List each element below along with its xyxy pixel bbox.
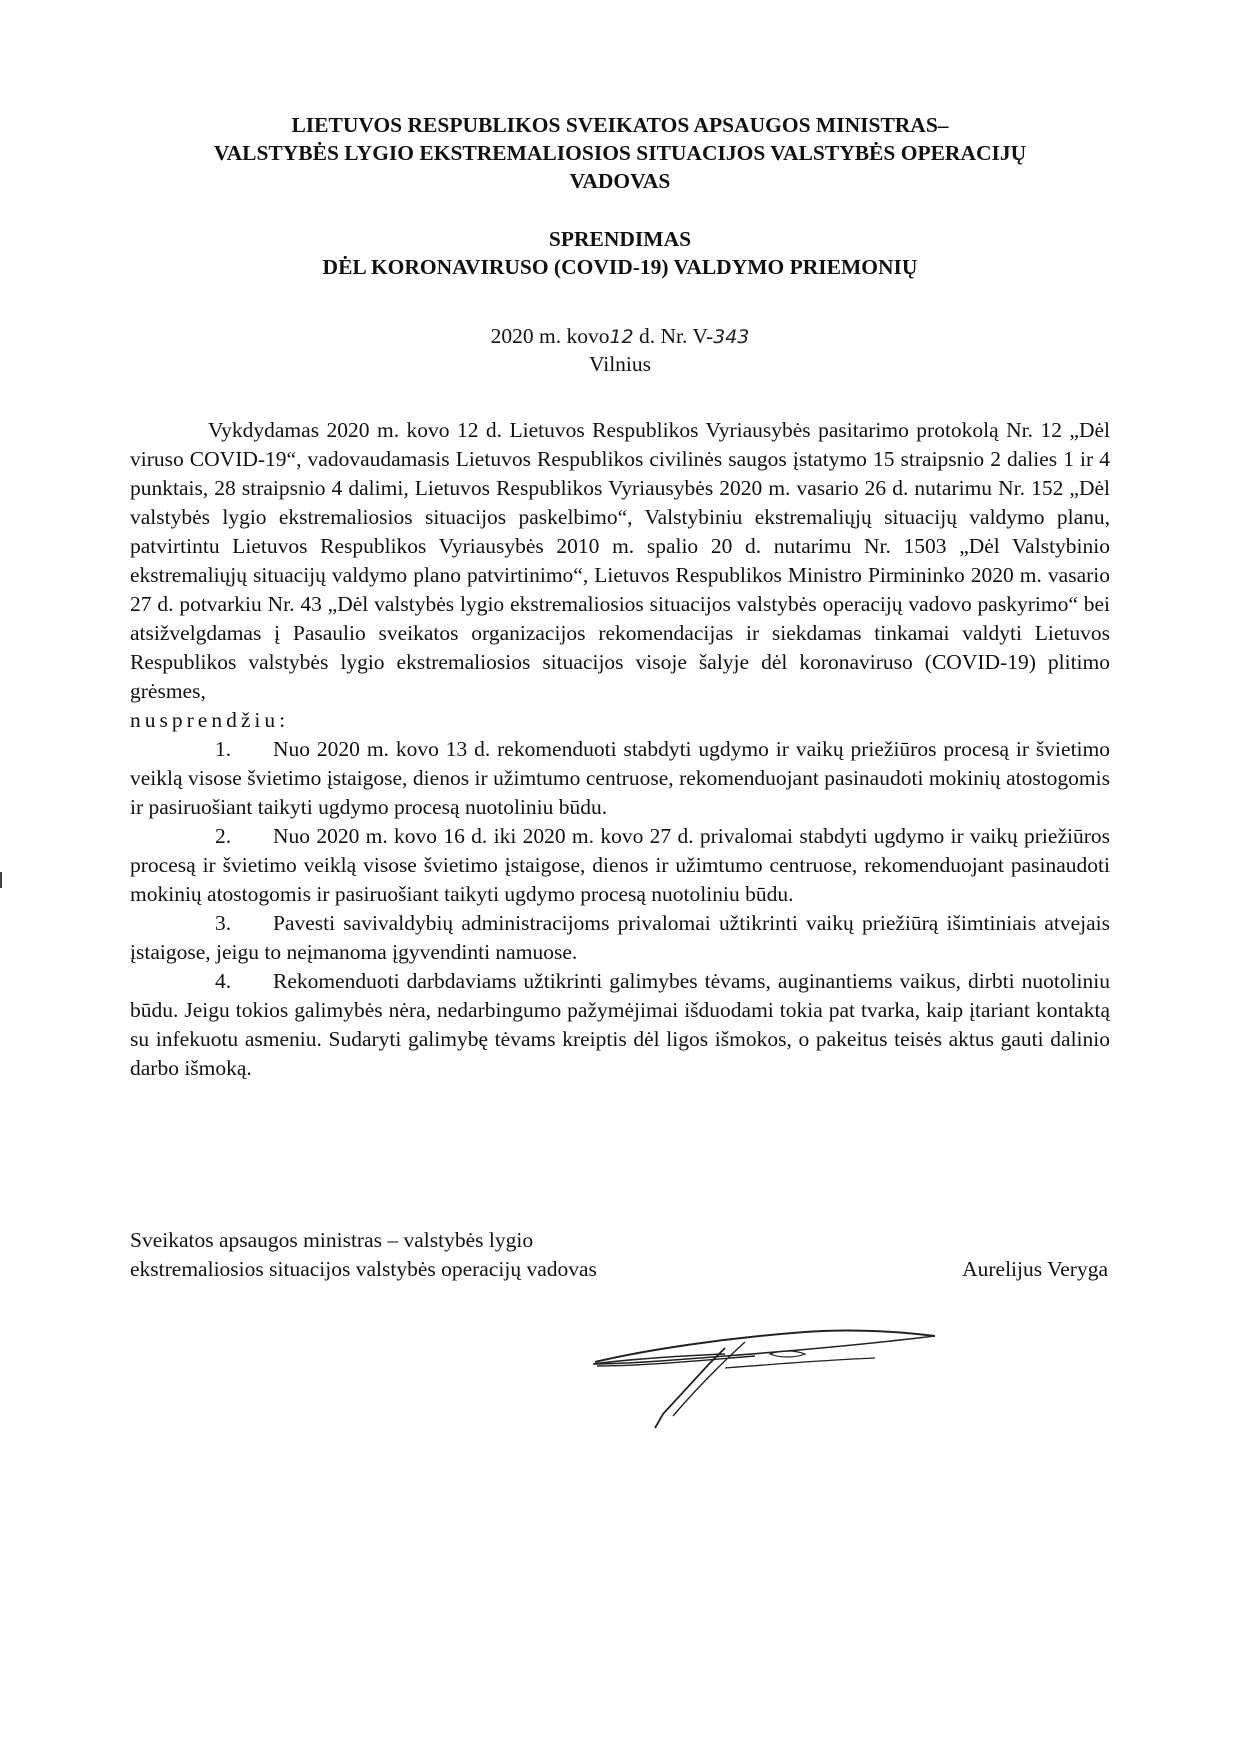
preamble: Vykdydamas 2020 m. kovo 12 d. Lietuvos Respublikos Vyriausybės pasitarimo protokolą Nr. 12 „Dėl viruso COVID-19“, vadovaudamasis Lietuvos Respublikos civilinės saugos įstatymo 15 straipsnio 2 dalies 1 ir 4 punktais, 28 straipsnio 4 dalimi, Lietuvos Respublikos Vyriausybės 2020 m. vasario 26 d. nutarimu Nr. 152 „Dėl valstybės lygio ekstremaliosios situacijos paskelbimo“, Valstybiniu ekstremaliųjų situacijų valdymo planu, patvirtintu Lietuvos Respublikos Vyriausybės 2010 m. spalio 20 d. nutarimu Nr. 1503 „Dėl Valstybinio ekstremaliųjų situacijų valdymo plano patvirtinimo“, Lietuvos Respublikos Ministro Pirmininko 2020 m. vasario 27 d. potvarkiu Nr. 43 „Dėl valstybės lygio ekstremaliosios situacijos valstybės operacijų vadovo paskyrimo“ bei atsižvelgdamas į Pasaulio sveikatos organizacijos rekomendacijas ir siekdamas tinkamai valdyti Lietuvos Respublikos valstybės lygio ekstremaliosios situacijos visoje šalyje dėl koronaviruso (COVID-19) plitimo grėsmes, <box>130 418 1110 703</box>
issuer-line-1: LIETUVOS RESPUBLIKOS SVEIKATOS APSAUGOS MINISTRAS– <box>291 113 949 137</box>
item-number: 1. <box>215 737 232 761</box>
list-item <box>130 909 1110 967</box>
handwritten-signature <box>585 1320 945 1440</box>
issuer-header <box>130 111 1110 195</box>
item-number: 2. <box>215 824 232 848</box>
title-line-1: SPRENDIMAS <box>548 227 692 251</box>
item-number: 4. <box>215 969 232 993</box>
decision-body <box>130 416 1110 1083</box>
handwritten-day: 12 <box>609 326 634 348</box>
document-title <box>130 225 1110 281</box>
list-item <box>130 967 1110 1083</box>
handwritten-number: 343 <box>713 326 750 348</box>
date-and-number <box>130 323 1110 378</box>
issuer-line-3: VADOVAS <box>569 169 671 193</box>
signatory-name: Aurelijus Veryga <box>962 1257 1108 1281</box>
title-line-2: DĖL KORONAVIRUSO (COVID-19) VALDYMO PRIEMONIŲ <box>322 255 918 279</box>
decision-word: nusprendžiu: <box>130 708 290 732</box>
date-line <box>130 323 1110 351</box>
item-text: Nuo 2020 m. kovo 16 d. iki 2020 m. kovo 27 d. privalomai stabdyti ugdymo ir vaikų priežiūros procesą ir švietimo veiklą visose švietimo įstaigose, dienos ir užimtumo centruose, rekomenduojant pasinaudoti mokinių atostogomis ir pasiruošiant taikyti ugdymo procesą nuotoliniu būdu. <box>130 824 1110 906</box>
city: Vilnius <box>588 352 652 376</box>
position-line-1: Sveikatos apsaugos ministras – valstybės lygio <box>130 1228 534 1252</box>
list-item <box>130 822 1110 909</box>
date-prefix: 2020 m. kovo <box>490 324 610 348</box>
item-text: Pavesti savivaldybių administracijoms privalomai užtikrinti vaikų priežiūrą išimtiniais atvejais įstaigose, jeigu to neįmanoma įgyvendinti namuose. <box>130 911 1110 964</box>
item-text: Nuo 2020 m. kovo 13 d. rekomenduoti stabdyti ugdymo ir vaikų priežiūros procesą ir švietimo veiklą visose švietimo įstaigose, dienos ir užimtumo centruose, rekomenduojant pasinaudoti mokinių atostogomis ir pasiruošiant taikyti ugdymo procesą nuotoliniu būdu. <box>130 737 1110 819</box>
signatory-position <box>130 1226 597 1284</box>
item-number: 3. <box>215 911 232 935</box>
position-line-2: ekstremaliosios situacijos valstybės operacijų vadovas <box>130 1257 597 1281</box>
item-text: Rekomenduoti darbdaviams užtikrinti galimybes tėvams, auginantiems vaikus, dirbti nuotoliniu būdu. Jeigu tokios galimybės nėra, nedarbingumo pažymėjimai išduodami tokia pat tvarka, kaip įtariant kontaktą su infekuotu asmeniu. Sudaryti galimybę tėvams kreiptis dėl ligos išmokos, o pakeitus teisės aktus gauti dalinio darbo išmoką. <box>130 969 1110 1080</box>
issuer-line-2: VALSTYBĖS LYGIO EKSTREMALIOSIOS SITUACIJOS VALSTYBĖS OPERACIJŲ <box>213 141 1027 165</box>
date-middle: d. Nr. V- <box>633 324 714 348</box>
list-item <box>130 735 1110 822</box>
scan-margin-mark <box>0 872 2 888</box>
